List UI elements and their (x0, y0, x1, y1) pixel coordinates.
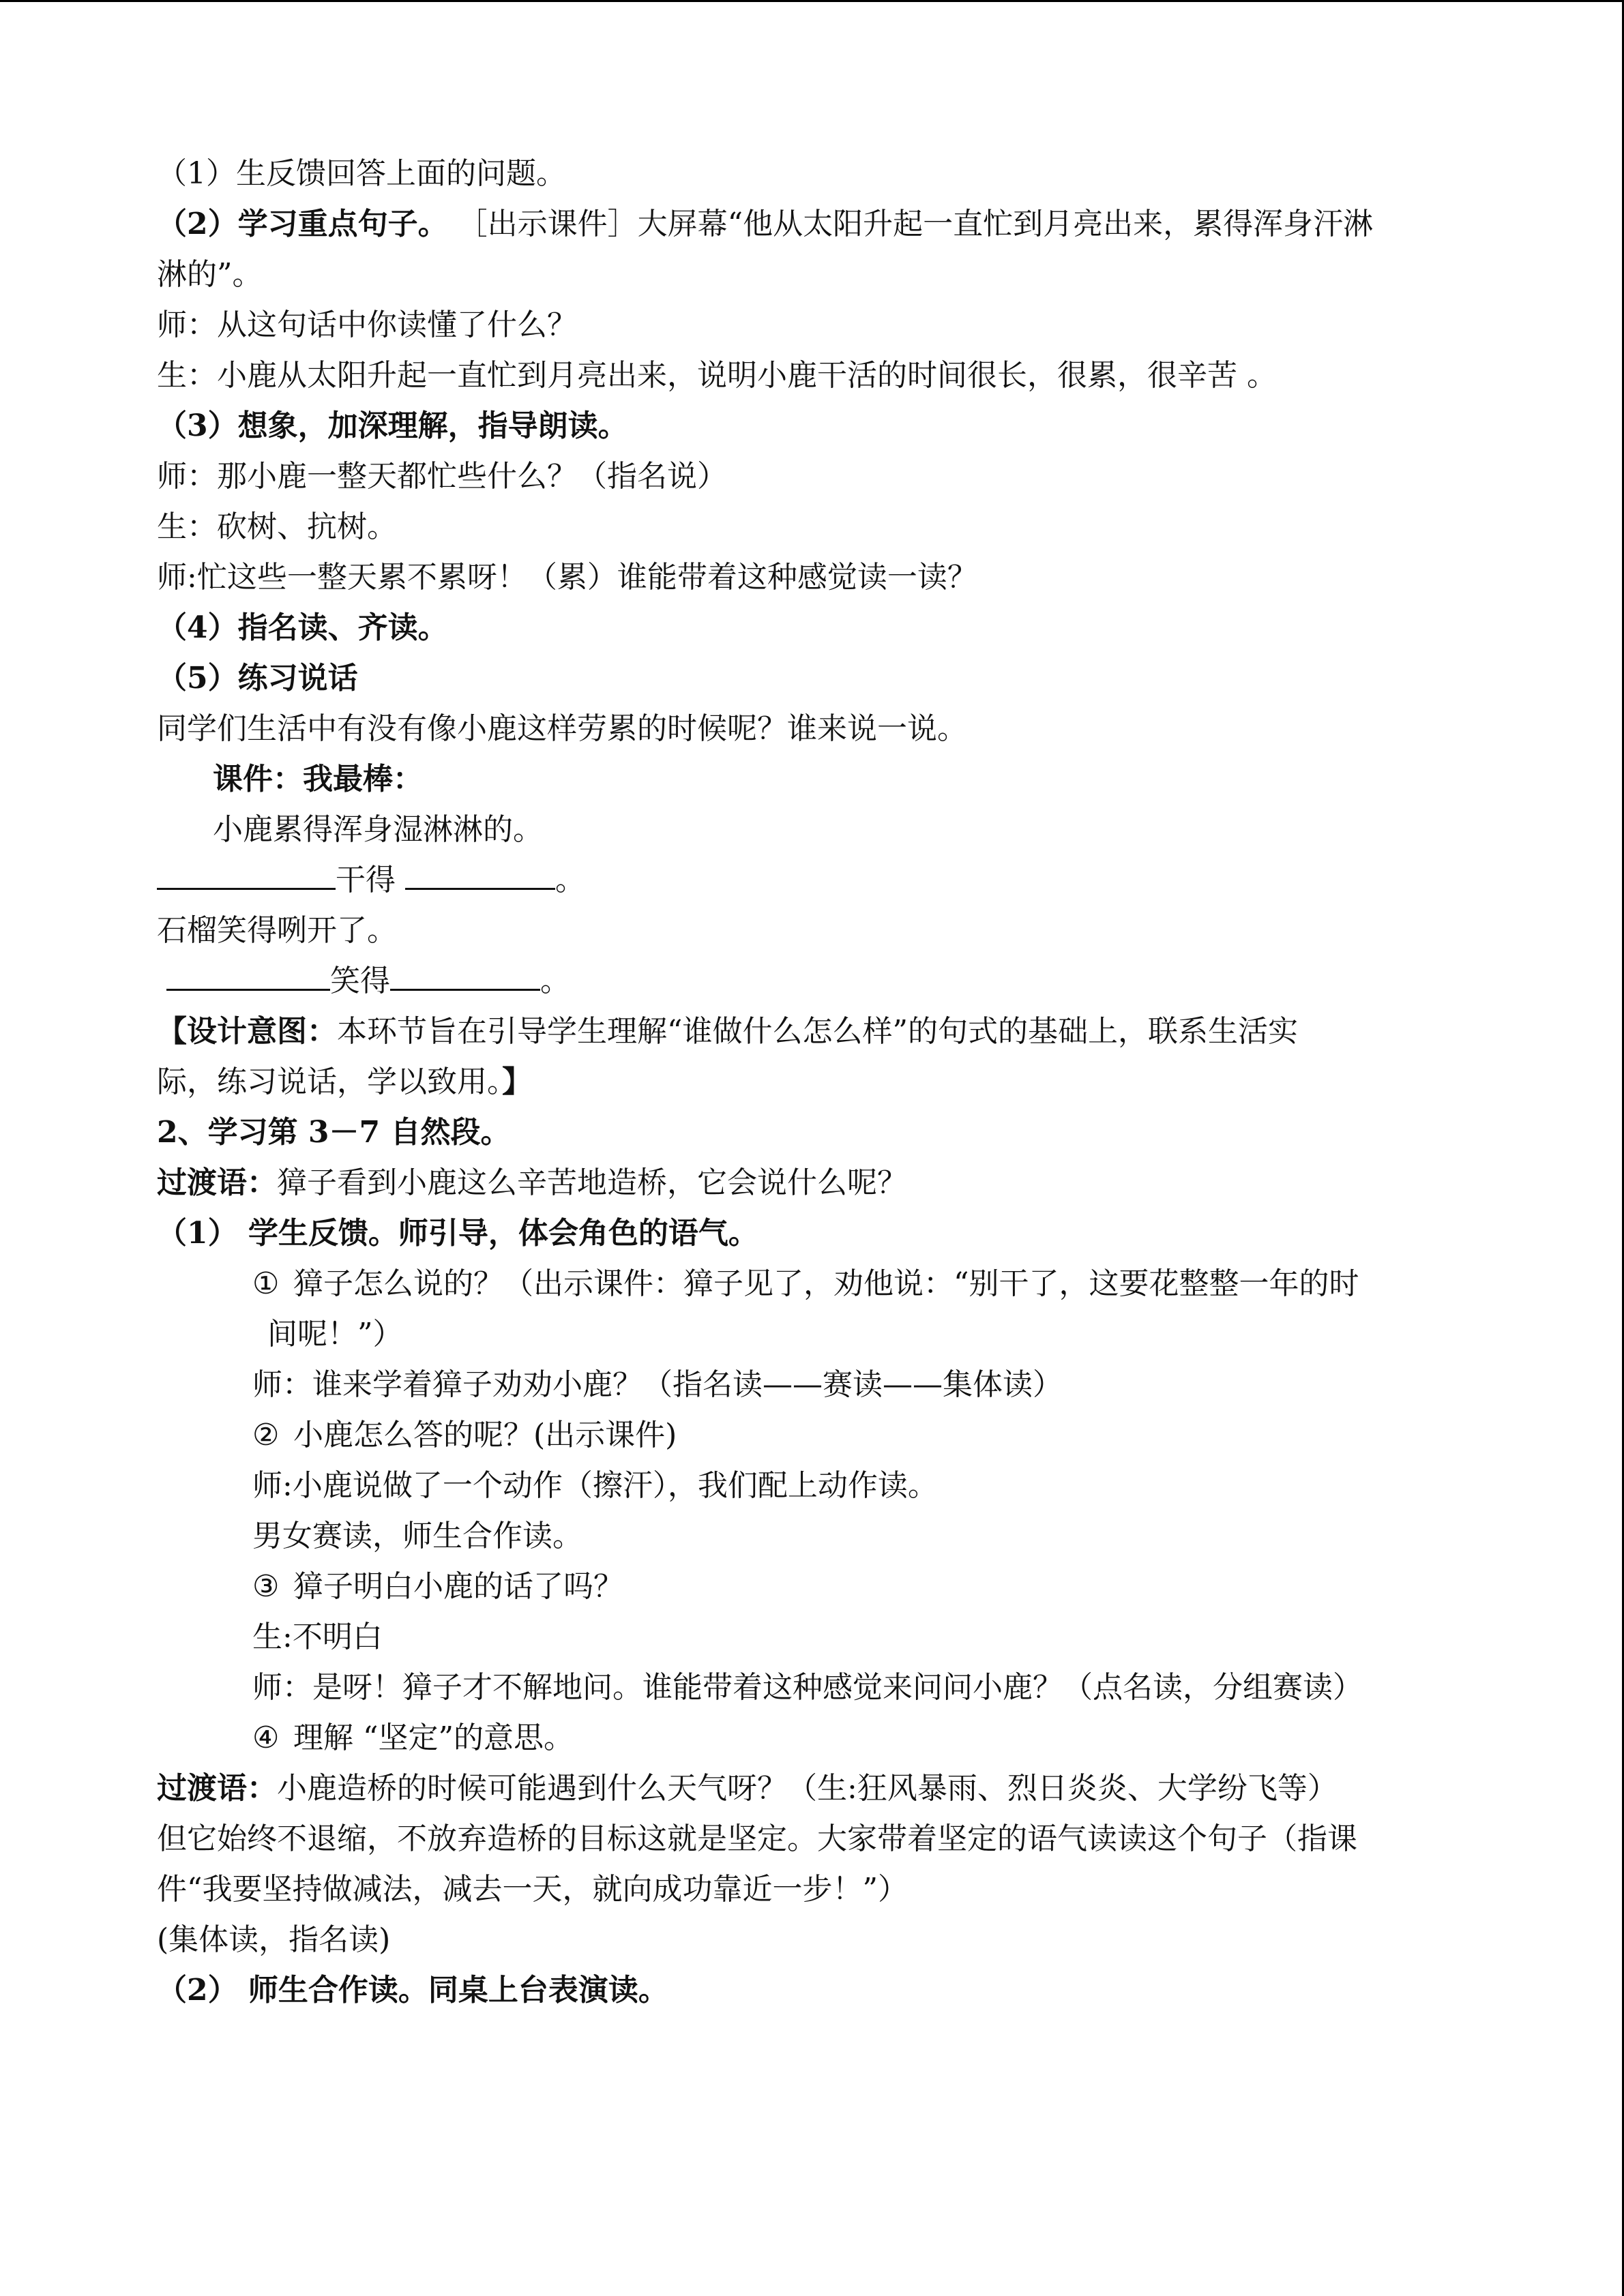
transition-line (157, 1158, 1494, 1208)
transition-line (157, 1763, 1494, 1814)
example-sentence: 石榴笑得咧开了。 (157, 913, 397, 948)
bracket-close: 】 (502, 1064, 532, 1099)
paragraph-line: 师:忙这些一整天累不累呀！（累）谁能带着这种感觉读一读？ (157, 560, 977, 595)
item-number: ④ (252, 1720, 280, 1755)
blank-field (390, 959, 540, 991)
paragraph-line: 师：是呀！獐子才不解地问。谁能带着这种感觉来问问小鹿？（点名读，分组赛读） (252, 1670, 1363, 1705)
item-number: ① (252, 1266, 280, 1301)
paragraph-line: 同学们生活中有没有像小鹿这样劳累的时候呢？谁来说一说。 (157, 711, 967, 746)
transition-label: 过渡语： (157, 1771, 277, 1806)
paragraph-line: 间呢！”） (267, 1317, 403, 1352)
item-number: ③ (252, 1569, 280, 1604)
numbered-item (157, 1410, 1494, 1461)
blank-connector-text: 笑得 (330, 964, 390, 998)
paragraph-line: 件“我要坚持做减法，减去一天，就向成功靠近一步！”） (157, 1872, 908, 1907)
paragraph-line: 师：谁来学着獐子劝劝小鹿？（指名读——赛读——集体读） (252, 1367, 1063, 1402)
section-heading: （3）想象，加深理解，指导朗读。 (157, 408, 628, 443)
section-heading: （2） 师生合作读。同桌上台表演读。 (157, 1973, 668, 2008)
document-body (157, 149, 1494, 2016)
paragraph-line: (集体读，指名读) (157, 1922, 391, 1957)
numbered-item (157, 1713, 1494, 1763)
paragraph-line: 师：那小鹿一整天都忙些什么？（指名说） (157, 459, 727, 494)
blank-end-text: 。 (555, 863, 585, 897)
blank-field (157, 858, 336, 890)
numbered-item (157, 1562, 1494, 1612)
section-heading: （1） 学生反馈。师引导，体会角色的语气。 (157, 1216, 758, 1251)
paragraph-text: ［出示课件］大屏幕“他从太阳升起一直忙到月亮出来，累得浑身汗淋 (447, 207, 1374, 241)
blank-connector-text: 干得 (336, 863, 405, 897)
paragraph-text: 小鹿怎么答的呢？(出示课件) (293, 1418, 677, 1452)
blank-field (405, 858, 555, 890)
paragraph-line: 生:不明白 (252, 1620, 383, 1654)
item-number: ② (252, 1418, 280, 1452)
paragraph-text: 际，练习说话，学以致用。 (157, 1064, 502, 1099)
transition-label: 过渡语： (157, 1165, 277, 1200)
section-heading: 2、学习第 3－7 自然段。 (157, 1115, 511, 1150)
paragraph-line: 淋的”。 (157, 257, 263, 292)
design-intent-line (157, 1057, 1494, 1107)
section-heading: （4）指名读、齐读。 (157, 610, 448, 645)
fill-in-blank-line (157, 855, 1494, 906)
design-intent-label: 【设计意图： (157, 1014, 337, 1049)
section-heading: （2）学习重点句子。 (157, 207, 448, 241)
blank-end-text: 。 (540, 964, 570, 998)
example-sentence: 小鹿累得浑身湿淋淋的。 (213, 812, 543, 847)
paragraph-text: 獐子怎么说的？（出示课件：獐子见了，劝他说：“别干了，这要花整整一年的时 (293, 1266, 1359, 1301)
paragraph-line: 生：小鹿从太阳升起一直忙到月亮出来，说明小鹿干活的时间很长，很累，很辛苦 。 (157, 358, 1277, 393)
numbered-item (157, 1259, 1494, 1309)
paragraph-text: 本环节旨在引导学生理解“谁做什么怎么样”的句式的基础上，联系生活实 (337, 1014, 1298, 1049)
paragraph-line: 师：从这句话中你读懂了什么？ (157, 308, 577, 342)
paragraph-text: 小鹿造桥的时候可能遇到什么天气呀？（生:狂风暴雨、烈日炎炎、大学纷飞等） (277, 1771, 1338, 1806)
fill-in-blank-line (157, 956, 1494, 1007)
paragraph-line (157, 199, 1494, 250)
page-top-border (0, 0, 1624, 2)
paragraph-line: （1）生反馈回答上面的问题。 (157, 156, 566, 191)
paragraph-text: 獐子明白小鹿的话了吗？ (293, 1569, 623, 1604)
paragraph-text: 獐子看到小鹿这么辛苦地造桥，它会说什么呢？ (277, 1165, 907, 1200)
paragraph-line: 师:小鹿说做了一个动作（擦汗），我们配上动作读。 (252, 1468, 938, 1503)
courseware-heading: 课件：我最棒： (213, 762, 423, 796)
paragraph-text: 理解 “坚定”的意思。 (293, 1720, 574, 1755)
paragraph-line: 生：砍树、抗树。 (157, 509, 397, 544)
section-heading: （5）练习说话 (157, 661, 358, 696)
paragraph-line: 但它始终不退缩，不放弃造桥的目标这就是坚定。大家带着坚定的语气读读这个句子（指课 (157, 1821, 1357, 1856)
design-intent-line (157, 1007, 1494, 1057)
blank-field (166, 959, 330, 991)
paragraph-line: 男女赛读，师生合作读。 (252, 1519, 582, 1553)
